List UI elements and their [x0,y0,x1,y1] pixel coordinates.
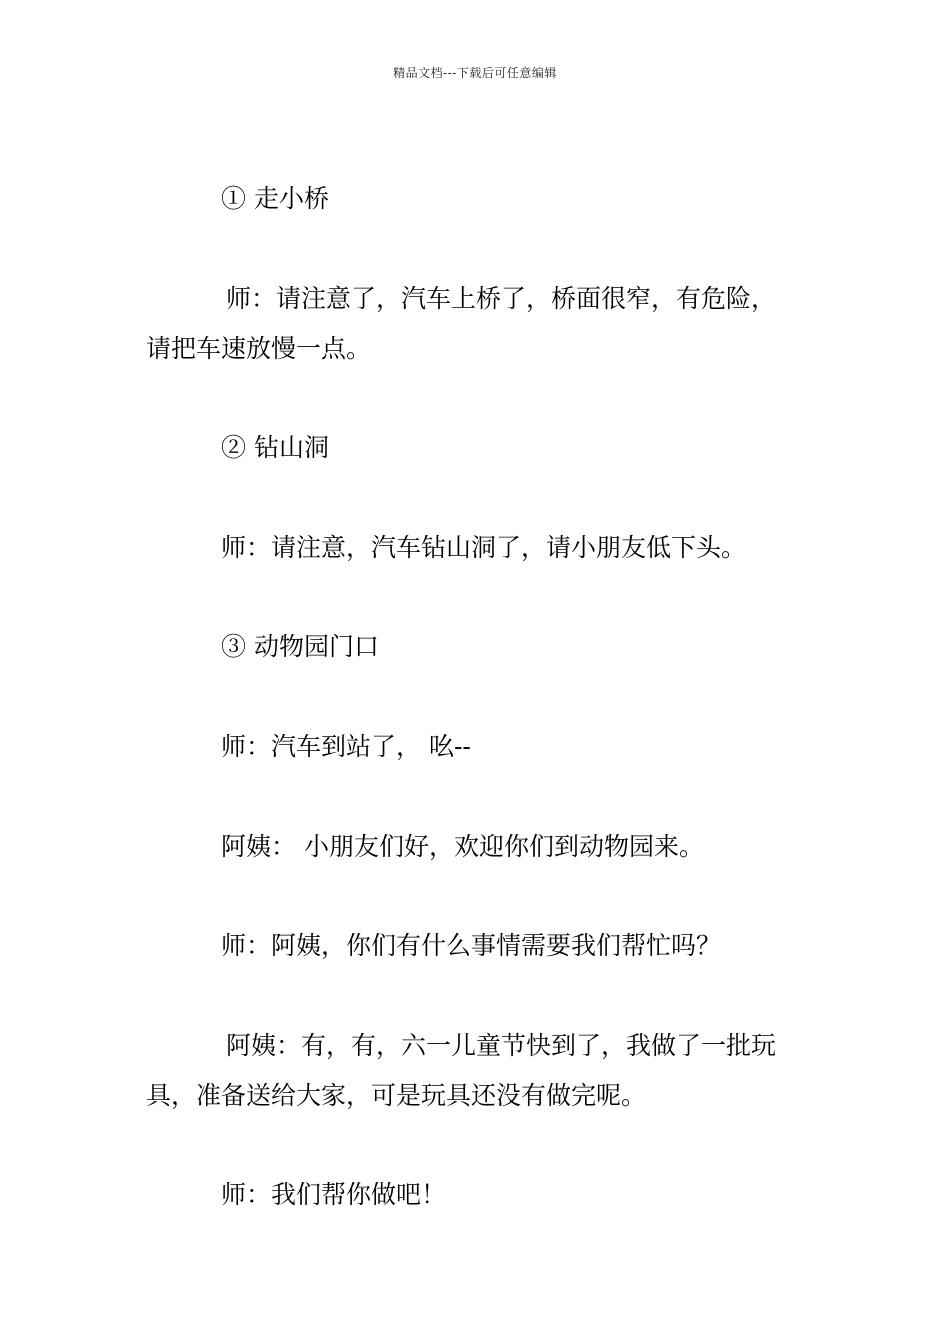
heading-zoo-gate: ③ 动物园门口 [221,632,379,661]
paragraph-line: 师：请注意了，汽车上桥了，桥面很窄，有危险， [226,284,777,313]
paragraph-bridge [146,274,816,374]
heading-bridge: ① 走小桥 [221,184,329,213]
paragraph-aunt-reply [146,1021,816,1121]
paragraph-tunnel: 师：请注意，汽车钻山洞了，请小朋友低下头。 [221,533,747,562]
paragraph-teacher-help: 师：我们帮你做吧！ [221,1180,447,1209]
paragraph-arrive: 师：汽车到站了， 吆-- [221,732,471,761]
paragraph-line: 阿姨：有，有，六一儿童节快到了，我做了一批玩 [226,1031,777,1060]
page-header: 精品文档---下载后可任意编辑 [393,66,557,80]
paragraph-aunt-welcome: 阿姨： 小朋友们好，欢迎你们到动物园来。 [221,832,704,861]
paragraph-line: 具，准备送给大家，可是玩具还没有做完呢。 [146,1081,647,1110]
paragraph-teacher-ask: 师：阿姨，你们有什么事情需要我们帮忙吗？ [221,931,722,960]
paragraph-line: 请把车速放慢一点。 [146,334,372,363]
heading-tunnel: ② 钻山洞 [221,433,329,462]
